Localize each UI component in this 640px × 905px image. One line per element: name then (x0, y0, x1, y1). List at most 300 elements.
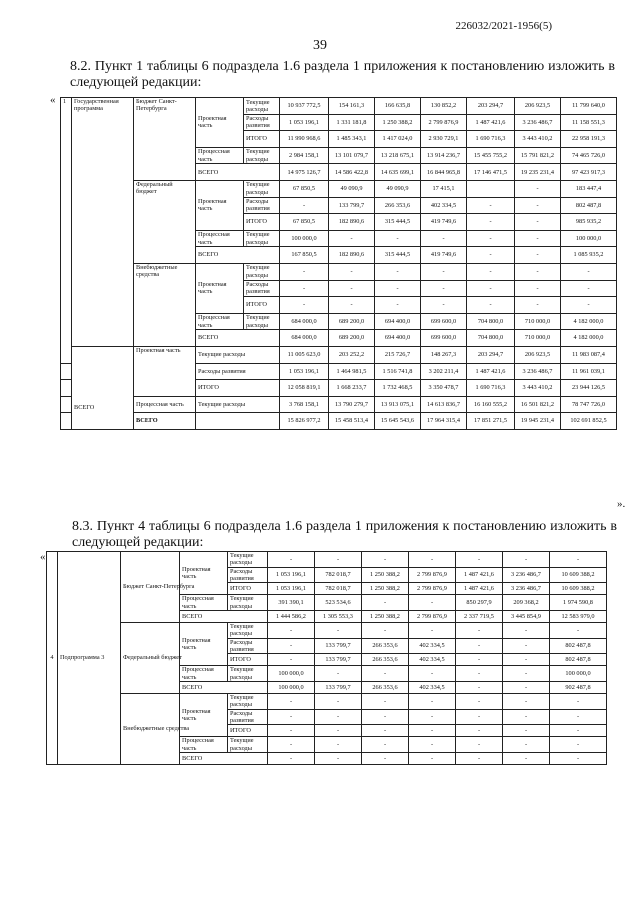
value-cell: - (561, 297, 617, 314)
value-cell: 1 053 196,1 (268, 567, 315, 583)
value-cell: 203 294,7 (467, 98, 515, 115)
value-cell: 1 487 421,6 (467, 363, 515, 380)
value-cell: - (421, 297, 467, 314)
value-cell: 802 487,8 (550, 654, 607, 666)
value-cell: 67 850,5 (280, 214, 329, 231)
value-cell: 3 350 478,7 (421, 380, 467, 397)
value-cell: - (550, 737, 607, 753)
value-cell: - (362, 693, 409, 709)
value-cell: 1 444 586,2 (268, 610, 315, 622)
open-quote: « (40, 551, 46, 563)
kind-label: Текущие расходы (228, 693, 268, 709)
value-cell: 4 182 000,0 (561, 313, 617, 330)
kind-label: Текущие расходы (228, 552, 268, 568)
part-label: ВСЕГО (196, 164, 280, 181)
part-label: Процессная часть (180, 737, 228, 753)
value-cell: - (280, 297, 329, 314)
part-label: ВСЕГО (180, 752, 268, 764)
value-cell: - (421, 280, 467, 297)
value-cell: 133 799,7 (315, 638, 362, 654)
part-label: ВСЕГО (180, 681, 268, 693)
value-cell: 523 534,6 (315, 595, 362, 611)
value-cell: 49 090,9 (329, 180, 375, 197)
value-cell: 14 975 126,7 (280, 164, 329, 181)
part-label: Процессная часть (196, 313, 244, 330)
table-row (47, 693, 607, 709)
program-name (72, 263, 134, 280)
value-cell: - (456, 654, 503, 666)
value-cell: 3 202 211,4 (421, 363, 467, 380)
value-cell: - (456, 666, 503, 682)
kind-label: Расходы развития (228, 567, 268, 583)
value-cell: 100 000,0 (268, 666, 315, 682)
row-number (61, 114, 72, 131)
value-cell: - (467, 197, 515, 214)
value-cell: - (268, 654, 315, 666)
kind-label: ИТОГО (228, 583, 268, 595)
kind-label (196, 413, 280, 430)
value-cell: 3 443 410,2 (515, 131, 561, 148)
value-cell: - (515, 247, 561, 264)
value-cell: - (561, 263, 617, 280)
value-cell: 167 850,5 (280, 247, 329, 264)
value-cell: - (467, 280, 515, 297)
section-8-2-title: 8.2. Пункт 1 таблицы 6 подраздела 1.6 раздела 1 приложения к постановлению изложить в следующей редакции: (70, 59, 615, 90)
table-row (61, 396, 617, 413)
value-cell: 315 444,5 (375, 214, 421, 231)
value-cell: 3 236 486,7 (515, 363, 561, 380)
value-cell: 100 000,0 (268, 681, 315, 693)
value-cell: - (409, 737, 456, 753)
value-cell: 11 983 087,4 (561, 346, 617, 363)
value-cell: 1 053 196,1 (268, 583, 315, 595)
row-number (61, 180, 72, 197)
value-cell: 694 400,0 (375, 330, 421, 347)
kind-label: Текущие расходы (244, 147, 280, 164)
total-label: ВСЕГО (72, 346, 134, 429)
value-cell: 10 937 772,5 (280, 98, 329, 115)
value-cell: 266 353,6 (375, 197, 421, 214)
value-cell: - (550, 725, 607, 737)
document-number: 226032/2021-1956(5) (455, 20, 552, 32)
value-cell: 16 844 965,8 (421, 164, 467, 181)
value-cell: 782 018,7 (315, 567, 362, 583)
value-cell: 1 250 388,2 (375, 114, 421, 131)
program-name (72, 247, 134, 264)
value-cell: 102 691 852,5 (561, 413, 617, 430)
program-name (72, 214, 134, 231)
kind-label: Текущие расходы (196, 346, 280, 363)
value-cell: 11 799 640,0 (561, 98, 617, 115)
value-cell: - (315, 666, 362, 682)
value-cell: 699 600,0 (421, 313, 467, 330)
value-cell: 23 944 126,5 (561, 380, 617, 397)
value-cell: 694 400,0 (375, 313, 421, 330)
value-cell: 1 331 181,8 (329, 114, 375, 131)
value-cell: 419 749,6 (421, 247, 467, 264)
value-cell: 12 058 819,1 (280, 380, 329, 397)
value-cell: - (456, 752, 503, 764)
value-cell: - (503, 737, 550, 753)
value-cell: - (550, 709, 607, 725)
value-cell: 1 690 716,3 (467, 131, 515, 148)
table-row (61, 413, 617, 430)
value-cell: 1 732 468,5 (375, 380, 421, 397)
kind-label: ИТОГО (244, 297, 280, 314)
value-cell: - (362, 737, 409, 753)
value-cell: 148 267,3 (421, 346, 467, 363)
value-cell: 689 200,0 (329, 313, 375, 330)
value-cell: - (268, 725, 315, 737)
program-name (72, 297, 134, 314)
table-program (60, 97, 617, 430)
row-number (61, 330, 72, 347)
kind-label: Расходы развития (244, 280, 280, 297)
program-name (72, 147, 134, 164)
value-cell: 1 417 024,0 (375, 131, 421, 148)
part-label: Проектная часть (134, 346, 196, 396)
part-label: Проектная часть (180, 552, 228, 595)
value-cell: 1 516 741,8 (375, 363, 421, 380)
value-cell: 1 250 388,2 (362, 610, 409, 622)
value-cell: 1 487 421,6 (456, 583, 503, 595)
row-number (61, 363, 72, 380)
row-number (61, 197, 72, 214)
part-label: Процессная часть (134, 396, 196, 413)
value-cell: 19 945 231,4 (515, 413, 561, 430)
value-cell: - (362, 666, 409, 682)
value-cell: 266 353,6 (362, 638, 409, 654)
value-cell: - (315, 709, 362, 725)
value-cell: - (503, 638, 550, 654)
value-cell: 14 635 699,1 (375, 164, 421, 181)
value-cell: - (362, 595, 409, 611)
value-cell: 67 850,5 (280, 180, 329, 197)
value-cell: 1 487 421,6 (467, 114, 515, 131)
value-cell: - (503, 552, 550, 568)
value-cell: 11 158 551,3 (561, 114, 617, 131)
value-cell: 391 390,1 (268, 595, 315, 611)
kind-label: ИТОГО (228, 654, 268, 666)
value-cell: - (456, 709, 503, 725)
value-cell: 850 297,9 (456, 595, 503, 611)
value-cell: 2 984 158,1 (280, 147, 329, 164)
part-label: Процессная часть (196, 147, 244, 164)
row-number (61, 297, 72, 314)
value-cell: - (280, 280, 329, 297)
source-name: Внебюджетные средства (121, 693, 180, 764)
kind-label: Текущие расходы (244, 180, 280, 197)
part-label: Процессная часть (180, 666, 228, 682)
value-cell: - (503, 752, 550, 764)
value-cell: 133 799,7 (315, 681, 362, 693)
kind-label: ИТОГО (244, 131, 280, 148)
value-cell: - (467, 247, 515, 264)
value-cell: - (329, 280, 375, 297)
value-cell: 1 053 196,1 (280, 114, 329, 131)
value-cell: - (268, 552, 315, 568)
value-cell: 203 294,7 (467, 346, 515, 363)
table-row (61, 263, 617, 280)
kind-label: Текущие расходы (244, 263, 280, 280)
kind-label: Текущие расходы (228, 666, 268, 682)
value-cell: - (515, 263, 561, 280)
row-number (61, 396, 72, 413)
value-cell: 10 609 388,2 (550, 583, 607, 595)
value-cell: - (515, 297, 561, 314)
kind-label: Расходы развития (244, 197, 280, 214)
value-cell: - (515, 214, 561, 231)
row-number (61, 214, 72, 231)
kind-label: Текущие расходы (228, 595, 268, 611)
value-cell: 10 609 388,2 (550, 567, 607, 583)
value-cell: 14 613 836,7 (421, 396, 467, 413)
kind-label: Текущие расходы (244, 230, 280, 247)
kind-label: Текущие расходы (228, 622, 268, 638)
value-cell: - (409, 552, 456, 568)
value-cell: 182 890,6 (329, 247, 375, 264)
value-cell: - (421, 230, 467, 247)
part-label: ВСЕГО (180, 610, 268, 622)
value-cell: - (362, 752, 409, 764)
value-cell: 1 485 343,1 (329, 131, 375, 148)
value-cell: 19 235 231,4 (515, 164, 561, 181)
value-cell: 206 923,5 (515, 98, 561, 115)
value-cell: 12 583 979,0 (550, 610, 607, 622)
value-cell: - (550, 622, 607, 638)
value-cell: - (268, 752, 315, 764)
table-row (61, 98, 617, 115)
table-row (47, 622, 607, 638)
value-cell: - (456, 552, 503, 568)
value-cell: - (550, 752, 607, 764)
value-cell: - (315, 552, 362, 568)
value-cell (467, 180, 515, 197)
value-cell: 13 218 675,1 (375, 147, 421, 164)
table-row (61, 346, 617, 363)
value-cell: - (409, 595, 456, 611)
value-cell: - (515, 197, 561, 214)
program-name (72, 164, 134, 181)
part-label: ВСЕГО (196, 247, 280, 264)
value-cell: - (268, 693, 315, 709)
value-cell: - (409, 693, 456, 709)
value-cell: 49 090,9 (375, 180, 421, 197)
value-cell: 902 487,8 (550, 681, 607, 693)
value-cell: 130 852,2 (421, 98, 467, 115)
kind-label: ИТОГО (228, 725, 268, 737)
source-name: Бюджет Санкт-Петербурга (134, 98, 196, 181)
value-cell: 100 000,0 (561, 230, 617, 247)
value-cell: 1 464 981,5 (329, 363, 375, 380)
value-cell: - (550, 552, 607, 568)
value-cell: 710 000,0 (515, 313, 561, 330)
value-cell: 2 337 719,5 (456, 610, 503, 622)
value-cell: - (503, 725, 550, 737)
value-cell: 684 000,0 (280, 330, 329, 347)
value-cell: 3 768 158,1 (280, 396, 329, 413)
value-cell: 684 000,0 (280, 313, 329, 330)
value-cell: 16 501 821,2 (515, 396, 561, 413)
value-cell: 1 487 421,6 (456, 567, 503, 583)
part-label: ВСЕГО (196, 330, 280, 347)
section-8-3-title: 8.3. Пункт 4 таблицы 6 подраздела 1.6 раздела 1 приложения к постановлению изложить в следующей редакции: (72, 519, 617, 550)
value-cell: 4 182 000,0 (561, 330, 617, 347)
kind-label: Расходы развития (196, 363, 280, 380)
value-cell: 2 930 729,1 (421, 131, 467, 148)
value-cell: 133 799,7 (315, 654, 362, 666)
value-cell: 13 790 279,7 (329, 396, 375, 413)
value-cell: 15 455 755,2 (467, 147, 515, 164)
value-cell: 2 799 876,9 (421, 114, 467, 131)
value-cell: 97 423 917,3 (561, 164, 617, 181)
value-cell: - (467, 214, 515, 231)
value-cell: - (329, 230, 375, 247)
value-cell: 133 799,7 (329, 197, 375, 214)
kind-label: Текущие расходы (196, 396, 280, 413)
value-cell: 17 415,1 (421, 180, 467, 197)
value-cell: - (456, 693, 503, 709)
value-cell: - (409, 752, 456, 764)
program-name (72, 280, 134, 297)
row-number (61, 413, 72, 430)
kind-label: Текущие расходы (244, 313, 280, 330)
value-cell: - (375, 280, 421, 297)
value-cell: - (375, 230, 421, 247)
value-cell: - (375, 263, 421, 280)
value-cell: 1 305 553,3 (315, 610, 362, 622)
value-cell: 1 690 716,3 (467, 380, 515, 397)
row-number (61, 164, 72, 181)
program-name: Государственная программа (72, 98, 134, 115)
kind-label: Текущие расходы (228, 737, 268, 753)
part-label: Проектная часть (196, 263, 244, 313)
source-name: Федеральный бюджет (121, 622, 180, 693)
value-cell: 13 914 236,7 (421, 147, 467, 164)
value-cell: - (315, 693, 362, 709)
value-cell: 2 799 876,9 (409, 610, 456, 622)
kind-label: ИТОГО (196, 380, 280, 397)
part-label: Проектная часть (180, 693, 228, 736)
value-cell: 2 799 876,9 (409, 583, 456, 595)
value-cell: 22 958 191,3 (561, 131, 617, 148)
value-cell: 1 250 388,2 (362, 567, 409, 583)
value-cell: - (409, 709, 456, 725)
value-cell: 1 085 935,2 (561, 247, 617, 264)
part-label: Процессная часть (196, 230, 244, 247)
value-cell: 11 005 623,0 (280, 346, 329, 363)
value-cell: - (515, 230, 561, 247)
row-number (61, 230, 72, 247)
value-cell: - (550, 693, 607, 709)
value-cell: 15 826 977,2 (280, 413, 329, 430)
value-cell: 74 465 726,0 (561, 147, 617, 164)
value-cell: 402 334,5 (409, 654, 456, 666)
value-cell: - (268, 737, 315, 753)
program-name (72, 180, 134, 197)
value-cell: 402 334,5 (409, 638, 456, 654)
value-cell: 1 974 590,8 (550, 595, 607, 611)
value-cell: - (280, 197, 329, 214)
value-cell: 14 586 422,8 (329, 164, 375, 181)
row-number (61, 247, 72, 264)
value-cell: 3 236 486,7 (503, 583, 550, 595)
open-quote: « (50, 94, 56, 106)
value-cell: - (409, 725, 456, 737)
value-cell: - (315, 725, 362, 737)
part-label: Проектная часть (180, 622, 228, 665)
value-cell: - (315, 622, 362, 638)
value-cell: 3 443 410,2 (515, 380, 561, 397)
value-cell: 183 447,4 (561, 180, 617, 197)
row-number (61, 263, 72, 280)
value-cell: 154 161,3 (329, 98, 375, 115)
value-cell: 16 160 555,2 (467, 396, 515, 413)
part-label: ВСЕГО (134, 413, 196, 430)
source-name: Федеральный бюджет (134, 180, 196, 263)
value-cell: 704 800,0 (467, 330, 515, 347)
value-cell: 15 791 821,2 (515, 147, 561, 164)
close-quote: ». (617, 498, 626, 510)
value-cell: 166 635,8 (375, 98, 421, 115)
value-cell: - (467, 297, 515, 314)
row-number (61, 280, 72, 297)
value-cell: 11 961 039,1 (561, 363, 617, 380)
part-label: Процессная часть (180, 595, 228, 611)
value-cell: 419 749,6 (421, 214, 467, 231)
kind-label: ИТОГО (244, 214, 280, 231)
value-cell: - (467, 263, 515, 280)
value-cell: 206 923,5 (515, 346, 561, 363)
value-cell: 402 334,5 (409, 681, 456, 693)
program-name (72, 313, 134, 330)
source-name: Бюджет Санкт-Петербурга (121, 552, 180, 623)
value-cell: - (280, 263, 329, 280)
value-cell: 209 368,2 (503, 595, 550, 611)
program-name (72, 230, 134, 247)
value-cell: - (515, 280, 561, 297)
value-cell: - (375, 297, 421, 314)
value-cell: - (268, 622, 315, 638)
value-cell: 1 250 388,2 (362, 583, 409, 595)
value-cell: 802 487,8 (550, 638, 607, 654)
row-number: 1 (61, 98, 72, 115)
value-cell: 100 000,0 (550, 666, 607, 682)
kind-label: Расходы развития (228, 638, 268, 654)
part-label: Проектная часть (196, 98, 244, 148)
value-cell: - (503, 666, 550, 682)
value-cell: - (503, 622, 550, 638)
value-cell: 1 053 196,1 (280, 363, 329, 380)
value-cell: 13 913 075,1 (375, 396, 421, 413)
value-cell: 203 252,2 (329, 346, 375, 363)
value-cell: - (362, 709, 409, 725)
value-cell: - (456, 681, 503, 693)
value-cell: 215 726,7 (375, 346, 421, 363)
value-cell: 17 964 315,4 (421, 413, 467, 430)
value-cell: - (503, 681, 550, 693)
value-cell: 689 200,0 (329, 330, 375, 347)
value-cell: - (362, 552, 409, 568)
row-number (61, 313, 72, 330)
value-cell: 266 353,6 (362, 654, 409, 666)
value-cell: - (409, 666, 456, 682)
value-cell: 704 800,0 (467, 313, 515, 330)
value-cell: - (503, 693, 550, 709)
value-cell: - (456, 725, 503, 737)
program-name: Подпрограмма 3 (58, 552, 121, 765)
kind-label: Текущие расходы (244, 98, 280, 115)
